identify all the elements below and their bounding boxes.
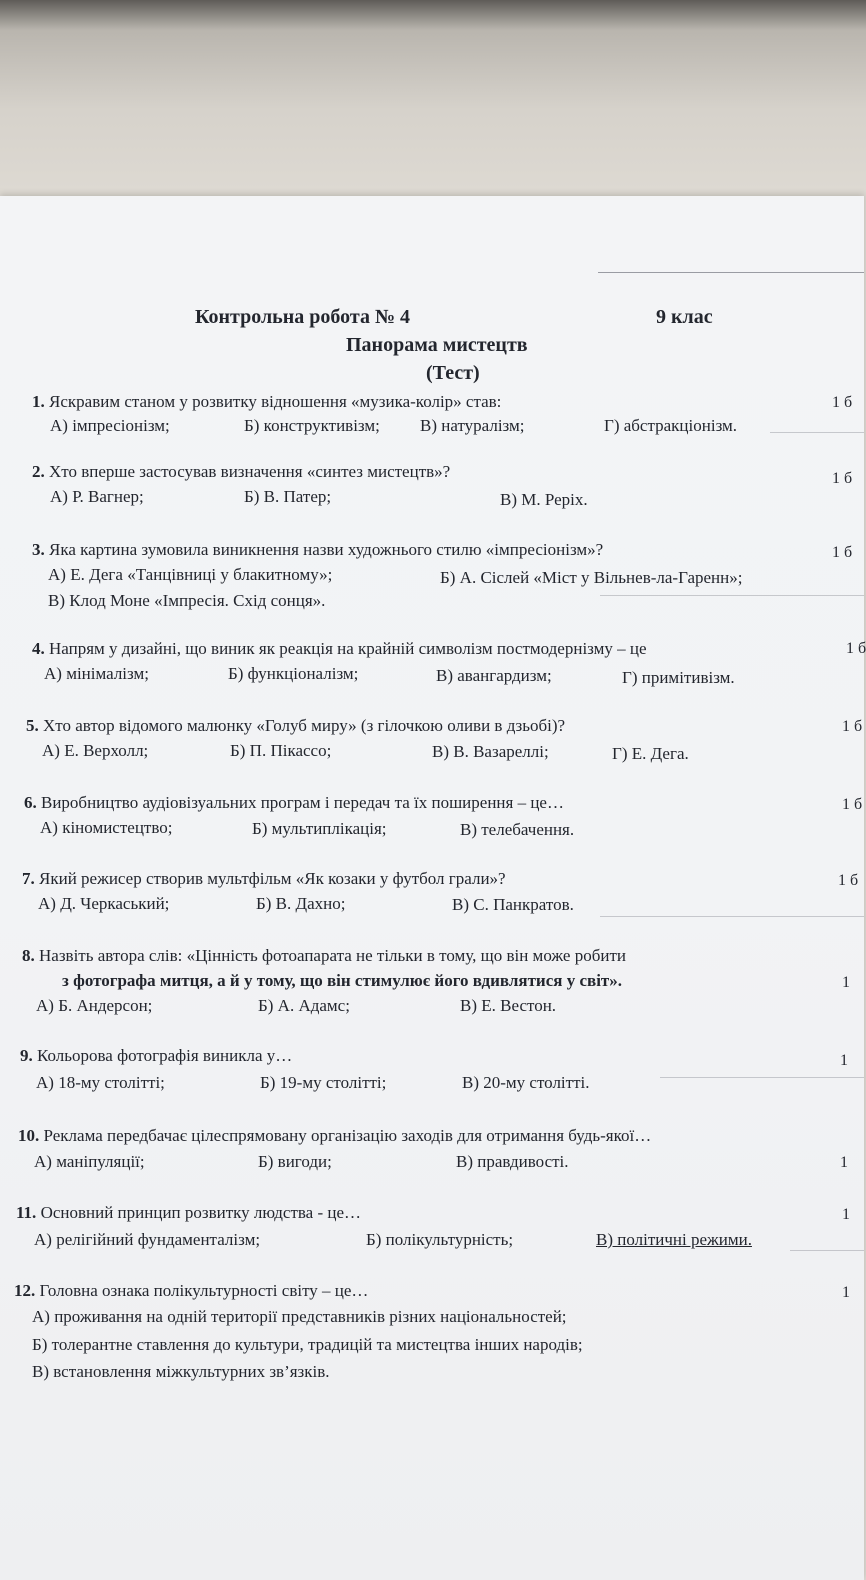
question-points: 1 б	[842, 796, 863, 813]
answer-option: Б) 19-му столітті;	[260, 1073, 387, 1092]
test-title: Контрольна робота № 4	[195, 306, 411, 328]
answer-option: В) В. Вазареллі;	[432, 742, 549, 761]
answer-option: А) кіномистецтво;	[40, 818, 173, 837]
answer-option: В) Е. Вестон.	[460, 996, 557, 1015]
question-points: 1 б	[832, 394, 853, 411]
ruled-line	[600, 595, 864, 596]
answer-option: Б) толерантне ставлення до культури, традицій та мистецтва інших народів;	[32, 1335, 583, 1354]
answer-option: Б) В. Дахно;	[256, 894, 346, 913]
answer-option: В) 20-му столітті.	[462, 1073, 590, 1092]
answer-option: В) М. Реріх.	[500, 490, 588, 509]
test-subtitle: Панорама мистецтв	[346, 334, 528, 356]
question-12: 12. Головна ознака полікультурності світу – це…	[14, 1281, 369, 1300]
question-5: 5. Хто автор відомого малюнку «Голуб миру» (з гілочкою оливи в дзьобі)?	[26, 716, 566, 735]
answer-option: Б) конструктивізм;	[244, 416, 380, 435]
test-type: (Тест)	[426, 362, 480, 384]
answer-option: А) Д. Черкаський;	[38, 894, 170, 913]
answer-option: Б) В. Патер;	[244, 487, 332, 506]
class-label: 9 клас	[656, 306, 713, 328]
ruled-line	[600, 916, 864, 917]
answer-option: В) телебачення.	[460, 820, 575, 839]
answer-option: В) С. Панкратов.	[452, 895, 574, 914]
answer-option: В) авангардизм;	[436, 666, 552, 685]
question-11: 11. Основний принцип розвитку людства - це…	[16, 1203, 362, 1222]
ruled-line	[598, 272, 864, 273]
answer-option: А) маніпуляції;	[34, 1152, 145, 1171]
answer-option: В) правдивості.	[456, 1152, 569, 1171]
question-points: 1	[842, 1284, 850, 1301]
answer-option: А) проживання на одній території представників різних національностей;	[32, 1307, 567, 1326]
ruled-line	[660, 1077, 864, 1078]
question-points: 1	[842, 974, 850, 991]
answer-option: Б) П. Пікассо;	[230, 741, 332, 760]
question-3: 3. Яка картина зумовила виникнення назви художнього стилю «імпресіонізм»?	[32, 540, 604, 559]
answer-option: А) мінімалізм;	[44, 664, 149, 683]
ruled-line	[770, 432, 864, 433]
answer-option: А) Р. Вагнер;	[50, 487, 144, 506]
answer-option: Б) мультиплікація;	[252, 819, 387, 838]
question-10: 10. Реклама передбачає цілеспрямовану організацію заходів для отримання будь-якої…	[18, 1126, 652, 1145]
answer-option: В) встановлення міжкультурних зв’язків.	[32, 1362, 330, 1381]
question-points: 1 б	[832, 544, 853, 561]
question-9: 9. Кольорова фотографія виникла у…	[20, 1046, 293, 1065]
answer-option: А) Е. Дега «Танцівниці у блакитному»;	[48, 565, 333, 584]
ruled-line	[790, 1250, 864, 1251]
answer-option: А) Е. Верхолл;	[42, 741, 149, 760]
question-points: 1	[842, 1206, 850, 1223]
question-6: 6. Виробництво аудіовізуальних програм і передач та їх поширення – це…	[24, 793, 564, 812]
answer-option: Б) функціоналізм;	[228, 664, 359, 683]
answer-option: В) політичні режими.	[596, 1230, 752, 1249]
answer-option: А) релігійний фундаменталізм;	[34, 1230, 261, 1249]
answer-option: Б) А. Адамс;	[258, 996, 350, 1015]
question-points: 1 б	[842, 718, 863, 735]
question-8: 8. Назвіть автора слів: «Цінність фотоапарата не тільки в тому, що він може робити	[22, 946, 626, 965]
question-7: 7. Який режисер створив мультфільм «Як козаки у футбол грали»?	[22, 869, 506, 888]
question-points: 1 б	[846, 640, 866, 657]
question-2: 2. Хто вперше застосував визначення «синтез мистецтв»?	[32, 462, 451, 481]
answer-option: Г) Е. Дега.	[612, 744, 689, 763]
question-4: 4. Напрям у дизайні, що виник як реакція на крайній символізм постмодернізму – це	[32, 639, 647, 658]
answer-option: Г) примітивізм.	[622, 668, 735, 687]
question-points: 1 б	[832, 470, 853, 487]
answer-option: Б) полікультурність;	[366, 1230, 514, 1249]
answer-option: В) натуралізм;	[420, 416, 525, 435]
question-1: 1. Яскравим станом у розвитку відношення «музика-колір» став:	[32, 392, 502, 411]
question-points: 1	[840, 1154, 848, 1171]
question-8-continuation: з фотографа митця, а й у тому, що він стимулює його вдивлятися у світ».	[62, 971, 623, 990]
answer-option: Б) вигоди;	[258, 1152, 332, 1171]
question-points: 1 б	[838, 872, 859, 889]
question-points: 1	[840, 1052, 848, 1069]
answer-option: А) Б. Андерсон;	[36, 996, 153, 1015]
answer-option: Б) А. Сіслей «Міст у Вільнев-ла-Гаренн»;	[440, 568, 743, 587]
answer-option: Г) абстракціонізм.	[604, 416, 738, 435]
answer-option: А) імпресіонізм;	[50, 416, 170, 435]
answer-option: В) Клод Моне «Імпресія. Схід сонця».	[48, 591, 326, 610]
answer-option: А) 18-му столітті;	[36, 1073, 165, 1092]
